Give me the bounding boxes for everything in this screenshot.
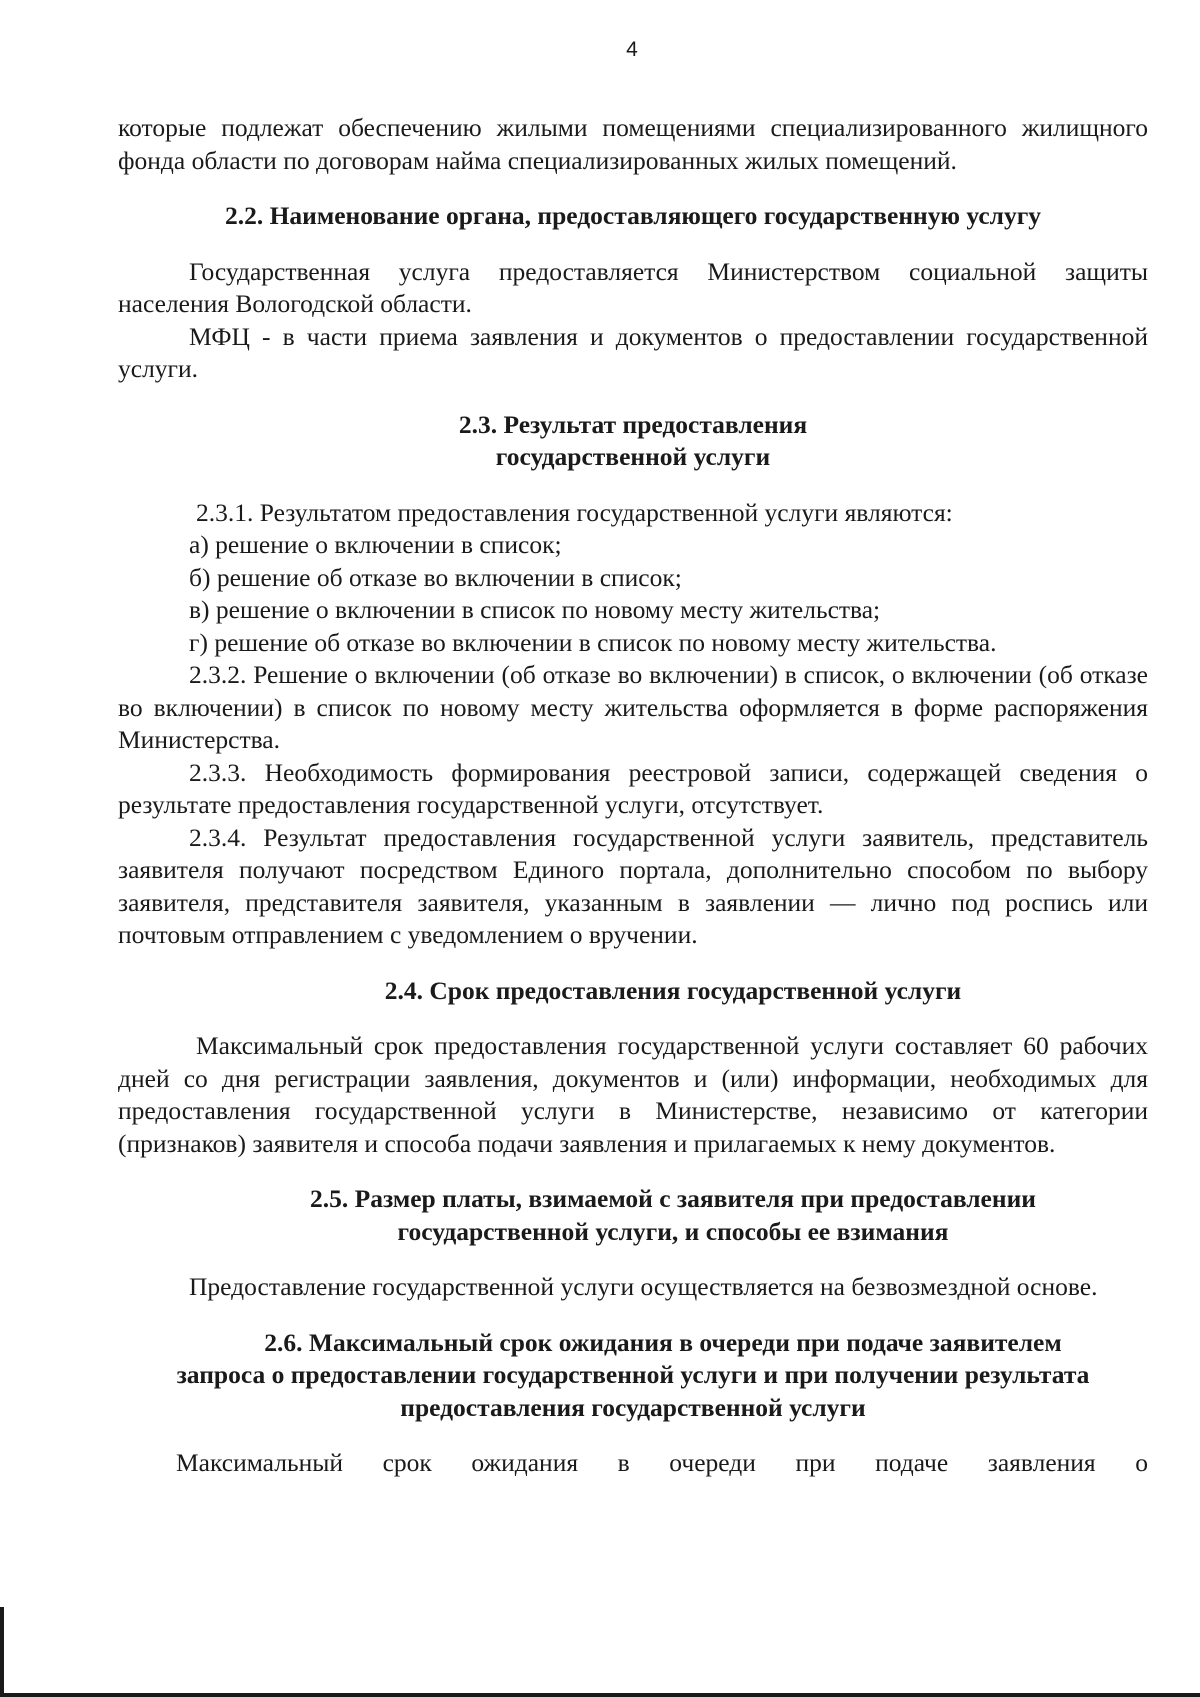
section-2-6-heading: [118, 1327, 1148, 1425]
section-2-6-paragraph: Максимальный срок ожидания в очереди при подаче заявления о: [176, 1448, 1148, 1477]
section-2-4-paragraph: Максимальный срок предоставления государственной услуги составляет 60 рабочих дней со дня регистрации заявления, документов и (или) информации, необходимых для предоставления государственной услуги в Министерстве, независимо от категории (признаков) заявителя и способа подачи заявления и прилагаемых к нему документов.: [118, 1031, 1148, 1158]
section-2-3-heading-line-2: государственной услуги: [495, 442, 771, 471]
section-2-3-heading: [118, 409, 1148, 474]
section-2-2-paragraph-2: МФЦ - в части приема заявления и документов о предоставлении государственной услуги.: [118, 321, 1148, 383]
section-2-5-paragraph: Предоставление государственной услуги осуществляется на безвозмездной основе.: [189, 1272, 1098, 1301]
section-2-6-heading-line-3: предоставления государственной услуги: [400, 1392, 866, 1422]
section-2-3-1-paragraph: 2.3.1. Результатом предоставления государственной услуги являются:: [196, 497, 953, 527]
section-2-6-heading-line-2: запроса о предоставлении государственной услуги и при получении результата: [176, 1360, 1090, 1389]
document-body: [118, 112, 1148, 1480]
section-2-3-3-paragraph: 2.3.3. Необходимость формирования реестровой записи, содержащей сведения о результате предоставления государственной услуги, отсутствует.: [118, 757, 1148, 819]
intro-paragraph: которые подлежат обеспечению жилыми помещениями специализированного жилищного фонда области по договорам найма специализированных жилых помещений.: [118, 113, 1148, 175]
section-2-3-4-paragraph: 2.3.4. Результат предоставления государственной услуги заявитель, представитель заявителя получают посредством Единого портала, дополнительно способом по выбору заявителя, представителя заявителя, указанным в заявлении — лично под роспись или почтовым отправлением с уведомлением о вручении.: [118, 822, 1148, 949]
scan-edge-bottom: [0, 1693, 1200, 1697]
section-2-5-heading: [118, 1183, 1148, 1248]
list-item-v: в) решение о включении в список по новому месту жительства;: [189, 595, 881, 624]
page-number: 4: [626, 38, 638, 61]
section-2-6-heading-line-1: 2.6. Максимальный срок ожидания в очереди при подаче заявителем: [264, 1327, 1062, 1357]
section-2-2-heading: 2.2. Наименование органа, предоставляющего государственную услугу: [224, 201, 1042, 230]
section-2-2-paragraph-1: Государственная услуга предоставляется Министерством социальной защиты населения Вологодской области.: [118, 256, 1148, 318]
section-2-4-heading: 2.4. Срок предоставления государственной услуги: [384, 975, 962, 1005]
section-2-3-2-paragraph: 2.3.2. Решение о включении (об отказе во включении) в список, о включении (об отказе во включении) в список по новому месту жительства оформляется в форме распоряжения Министерства.: [118, 660, 1148, 754]
section-2-5-heading-line-2: государственной услуги, и способы ее взимания: [397, 1216, 949, 1246]
section-2-5-heading-line-1: 2.5. Размер платы, взимаемой с заявителя при предоставлении: [310, 1184, 1036, 1213]
list-item-b: б) решение об отказе во включении в список;: [189, 562, 682, 592]
list-item-a: а) решение о включении в список;: [189, 530, 562, 559]
section-2-3-heading-line-1: 2.3. Результат предоставления: [458, 409, 808, 439]
scan-edge-left: [0, 1607, 4, 1697]
list-item-g: г) решение об отказе во включении в список по новому месту жительства.: [189, 627, 997, 657]
